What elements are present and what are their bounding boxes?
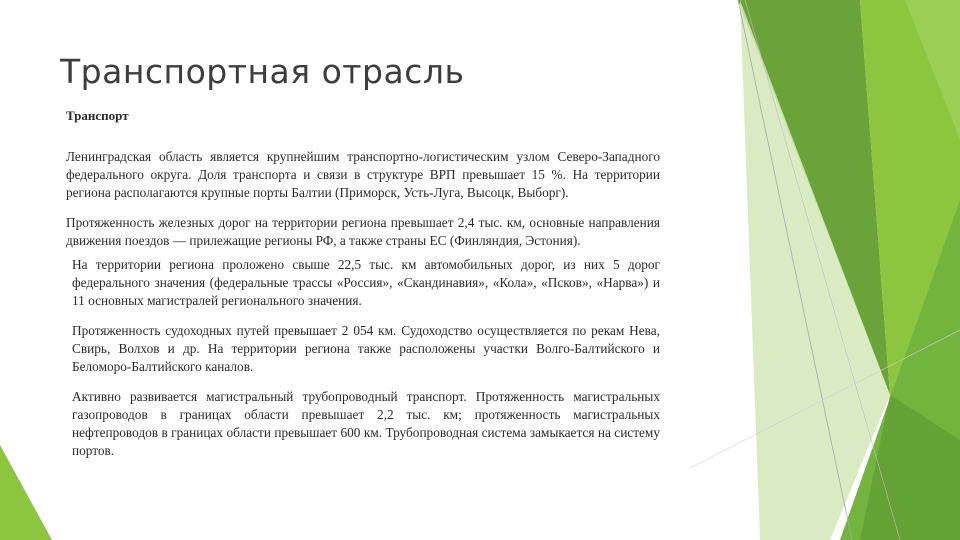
- paragraph-railways: Протяженность железных дорог на территории региона превышает 2,4 тыс. км, основные направления движения поездов — прилежащие регионы РФ, а также страны ЕС (Финляндия, Эстония).: [66, 215, 660, 248]
- document-excerpt: [66, 108, 660, 460]
- paragraph-pipelines: Активно развивается магистральный трубопроводный транспорт. Протяженность магистральных газопроводов в границах области превышает 2,2 тыс. км; протяженность магистральных нефтепроводов в границах области превышает 600 км. Трубопроводная система замыкается на систему портов.: [72, 389, 660, 458]
- slide-title: Транспортная отрасль: [60, 52, 465, 91]
- document-heading: Транспорт: [66, 108, 129, 123]
- paragraph-roads: На территории региона проложено свыше 22,5 тыс. км автомобильных дорог, из них 5 дорог федерального значения (федеральные трассы «Россия», «Скандинавия», «Кола», «Псков», «Нарва») и 11 основных магистралей регионального значения.: [72, 257, 660, 308]
- left-corner-facet: [0, 445, 52, 540]
- paragraph-waterways: Протяженность судоходных путей превышает 2 054 км. Судоходство осуществляется по рекам Нева, Свирь, Волхов и др. На территории региона также расположены участки Волго-Балтийского и Беломоро-Балтийского каналов.: [72, 323, 660, 374]
- paragraph-overview: Ленинградская область является крупнейшим транспортно-логистическим узлом Северо-Западного федерального округа. Доля транспорта и связи в структуре ВРП превышает 15 %. На территории региона располагаются крупные порты Балтии (Приморск, Усть-Луга, Высоцк, Выборг).: [66, 149, 660, 200]
